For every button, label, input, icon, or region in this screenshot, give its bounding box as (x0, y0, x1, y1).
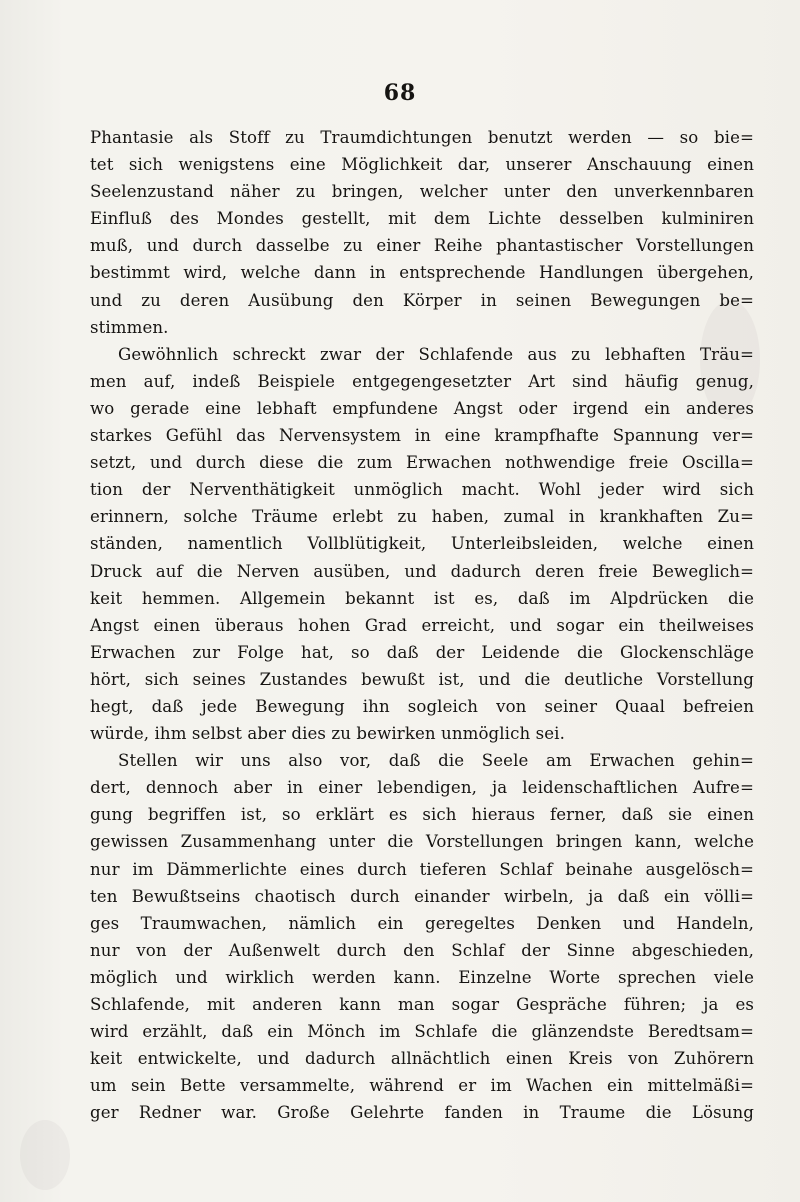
text-line: men auf, indeß Beispiele entgegengesetzter Art sind häufig genug, (90, 371, 754, 391)
text-line: um sein Bette versammelte, während er im Wachen ein mittelmäßi= (90, 1076, 754, 1096)
text-line: Phantasie als Stoff zu Traumdichtungen benutzt werden — so bie= (90, 128, 754, 147)
text-line: ten Bewußtseins chaotisch durch einander wirbeln, ja daß ein völli= (90, 886, 754, 906)
text-line: hört, sich seines Zustandes bewußt ist, und die deutliche Vorstellung (90, 669, 754, 689)
text-line: stimmen. (90, 317, 169, 337)
text-line: Einfluß des Mondes gestellt, mit dem Lichte desselben kulminiren (90, 209, 754, 229)
text-line: erinnern, solche Träume erlebt zu haben, zumal in krankhaften Zu= (90, 507, 754, 527)
text-line: Seelenzustand näher zu bringen, welcher unter den unverkennbaren (90, 182, 754, 202)
text-line: Erwachen zur Folge hat, so daß der Leidende die Glockenschläge (90, 642, 754, 662)
text-line: setzt, und durch diese die zum Erwachen nothwendige freie Oscilla= (90, 453, 754, 473)
text-line: Gewöhnlich schreckt zwar der Schlafende aus zu lebhaften Träu= (118, 344, 754, 364)
text-line: gung begriffen ist, so erklärt es sich hieraus ferner, daß sie einen (90, 805, 754, 825)
text-line: dert, dennoch aber in einer lebendigen, ja leidenschaftlichen Aufre= (90, 778, 754, 798)
text-line: möglich und wirklich werden kann. Einzelne Worte sprechen viele (90, 967, 754, 987)
text-line: ständen, namentlich Vollblütigkeit, Unterleibsleiden, welche einen (90, 534, 754, 554)
text-line: ger Redner war. Große Gelehrte fanden in Traume die Lösung (90, 1103, 754, 1123)
text-line: tet sich wenigstens eine Möglichkeit dar, unserer Anschauung einen (90, 155, 754, 175)
text-line: gewissen Zusammenhang unter die Vorstellungen bringen kann, welche (90, 832, 754, 852)
text-line: nur von der Außenwelt durch den Schlaf der Sinne abgeschieden, (90, 940, 754, 960)
text-line: wo gerade eine lebhaft empfundene Angst oder irgend ein anderes (90, 398, 754, 418)
text-line: keit hemmen. Allgemein bekannt ist es, daß im Alpdrücken die (90, 588, 754, 608)
text-line: bestimmt wird, welche dann in entsprechende Handlungen übergehen, (90, 263, 754, 283)
text-line: hegt, daß jede Bewegung ihn sogleich von seiner Quaal befreien (90, 696, 754, 716)
text-line: würde, ihm selbst aber dies zu bewirken unmöglich sei. (90, 724, 565, 744)
text-line: tion der Nerventhätigkeit unmöglich macht. Wohl jeder wird sich (90, 480, 754, 500)
page-number: 68 (383, 80, 417, 106)
text-line: Stellen wir uns also vor, daß die Seele am Erwachen gehin= (118, 751, 754, 771)
paper-stain (20, 1120, 70, 1190)
text-line: starkes Gefühl das Nervensystem in eine krampfhafte Spannung ver= (90, 426, 754, 446)
text-line: ges Traumwachen, nämlich ein geregeltes Denken und Handeln, (90, 913, 754, 933)
text-line: keit entwickelte, und dadurch allnächtlich einen Kreis von Zuhörern (90, 1049, 754, 1069)
text-line: wird erzählt, daß ein Mönch im Schlafe die glänzendste Beredtsam= (90, 1022, 754, 1042)
text-line: Schlafende, mit anderen kann man sogar Gespräche führen; ja es (90, 995, 754, 1014)
text-line: muß, und durch dasselbe zu einer Reihe phantastischer Vorstellungen (90, 236, 754, 256)
body-text (90, 124, 754, 1126)
text-line: Druck auf die Nerven ausüben, und dadurch deren freie Beweglich= (90, 561, 754, 581)
text-line: und zu deren Ausübung den Körper in seinen Bewegungen be= (90, 290, 754, 310)
text-line: nur im Dämmerlichte eines durch tieferen Schlaf beinahe ausgelösch= (90, 859, 754, 879)
text-line: Angst einen überaus hohen Grad erreicht, und sogar ein theilweises (90, 615, 754, 635)
